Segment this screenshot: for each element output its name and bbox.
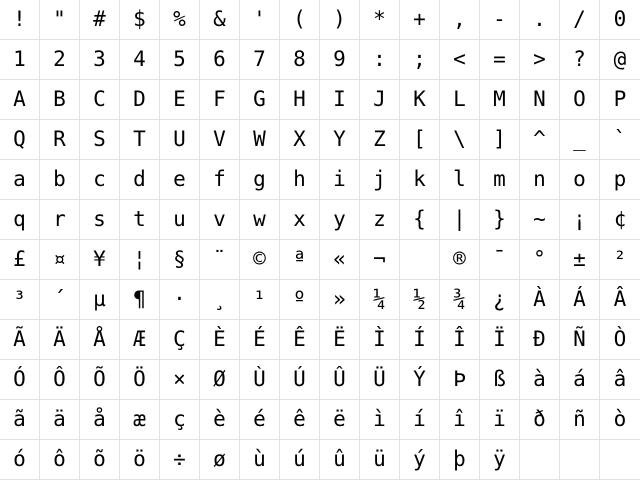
glyph-cell: þ <box>440 440 480 480</box>
glyph-cell: î <box>440 400 480 440</box>
glyph-cell: ¯ <box>480 240 520 280</box>
glyph-cell: e <box>160 160 200 200</box>
glyph-cell: Ø <box>200 360 240 400</box>
glyph-cell: ' <box>240 0 280 40</box>
glyph-cell: J <box>360 80 400 120</box>
glyph-cell: ± <box>560 240 600 280</box>
glyph-cell: * <box>360 0 400 40</box>
glyph-cell: ç <box>160 400 200 440</box>
glyph-cell: Y <box>320 120 360 160</box>
glyph-cell: ï <box>480 400 520 440</box>
glyph-cell: ã <box>0 400 40 440</box>
glyph-cell: E <box>160 80 200 120</box>
glyph-cell: _ <box>560 120 600 160</box>
glyph-cell: ø <box>200 440 240 480</box>
glyph-cell: I <box>320 80 360 120</box>
glyph-cell: à <box>520 360 560 400</box>
glyph-cell: / <box>560 0 600 40</box>
glyph-cell: 7 <box>240 40 280 80</box>
glyph-cell: Q <box>0 120 40 160</box>
glyph-cell: Ï <box>480 320 520 360</box>
glyph-cell: f <box>200 160 240 200</box>
glyph-cell: Ê <box>280 320 320 360</box>
glyph-cell: Å <box>80 320 120 360</box>
glyph-cell: ä <box>40 400 80 440</box>
glyph-cell: ü <box>360 440 400 480</box>
glyph-cell: ( <box>280 0 320 40</box>
glyph-cell: á <box>560 360 600 400</box>
glyph-cell: ÷ <box>160 440 200 480</box>
glyph-cell: ? <box>560 40 600 80</box>
glyph-cell: , <box>440 0 480 40</box>
glyph-cell: Ç <box>160 320 200 360</box>
glyph-cell: 4 <box>120 40 160 80</box>
glyph-cell: H <box>280 80 320 120</box>
glyph-cell: } <box>480 200 520 240</box>
glyph-cell: o <box>560 160 600 200</box>
glyph-cell: Ò <box>600 320 640 360</box>
glyph-cell: Ë <box>320 320 360 360</box>
glyph-cell: c <box>80 160 120 200</box>
glyph-cell: = <box>480 40 520 80</box>
glyph-cell: V <box>200 120 240 160</box>
glyph-cell: $ <box>120 0 160 40</box>
glyph-cell: è <box>200 400 240 440</box>
glyph-cell: â <box>600 360 640 400</box>
glyph-cell: º <box>280 280 320 320</box>
glyph-cell: w <box>240 200 280 240</box>
glyph-cell: x <box>280 200 320 240</box>
glyph-cell: Õ <box>80 360 120 400</box>
glyph-cell: z <box>360 200 400 240</box>
glyph-cell: Ì <box>360 320 400 360</box>
glyph-cell: ó <box>0 440 40 480</box>
glyph-cell: # <box>80 0 120 40</box>
glyph-cell: ! <box>0 0 40 40</box>
glyph-cell <box>560 440 600 480</box>
glyph-cell: : <box>360 40 400 80</box>
glyph-cell: - <box>480 0 520 40</box>
glyph-cell: + <box>400 0 440 40</box>
glyph-cell: Ô <box>40 360 80 400</box>
glyph-cell: ² <box>600 240 640 280</box>
glyph-cell: P <box>600 80 640 120</box>
glyph-cell: û <box>320 440 360 480</box>
glyph-cell: ö <box>120 440 160 480</box>
glyph-cell: L <box>440 80 480 120</box>
glyph-cell: { <box>400 200 440 240</box>
glyph-cell: · <box>160 280 200 320</box>
glyph-cell: Ä <box>40 320 80 360</box>
glyph-cell: ` <box>600 120 640 160</box>
glyph-cell: £ <box>0 240 40 280</box>
glyph-cell: Á <box>560 280 600 320</box>
glyph-cell: ñ <box>560 400 600 440</box>
glyph-cell: Ù <box>240 360 280 400</box>
glyph-cell: ~ <box>520 200 560 240</box>
glyph-cell: 3 <box>80 40 120 80</box>
glyph-cell: b <box>40 160 80 200</box>
glyph-cell: ¶ <box>120 280 160 320</box>
glyph-cell: W <box>240 120 280 160</box>
glyph-cell: Ö <box>120 360 160 400</box>
glyph-cell: ¦ <box>120 240 160 280</box>
glyph-cell: Û <box>320 360 360 400</box>
glyph-cell: ¬ <box>360 240 400 280</box>
glyph-cell: ½ <box>400 280 440 320</box>
glyph-cell: U <box>160 120 200 160</box>
glyph-cell: a <box>0 160 40 200</box>
glyph-cell: O <box>560 80 600 120</box>
glyph-cell: ³ <box>0 280 40 320</box>
glyph-cell: 5 <box>160 40 200 80</box>
glyph-cell: F <box>200 80 240 120</box>
glyph-cell: ] <box>480 120 520 160</box>
glyph-cell: [ <box>400 120 440 160</box>
glyph-cell: K <box>400 80 440 120</box>
glyph-cell: Ý <box>400 360 440 400</box>
glyph-cell: § <box>160 240 200 280</box>
glyph-cell: ¼ <box>360 280 400 320</box>
glyph-cell <box>520 440 560 480</box>
glyph-cell: ¥ <box>80 240 120 280</box>
glyph-cell: í <box>400 400 440 440</box>
glyph-cell: ù <box>240 440 280 480</box>
glyph-cell: p <box>600 160 640 200</box>
glyph-cell: Ñ <box>560 320 600 360</box>
glyph-cell: ¹ <box>240 280 280 320</box>
glyph-cell: m <box>480 160 520 200</box>
glyph-cell: > <box>520 40 560 80</box>
glyph-cell: ¡ <box>560 200 600 240</box>
glyph-cell: r <box>40 200 80 240</box>
glyph-cell: ´ <box>40 280 80 320</box>
glyph-cell: k <box>400 160 440 200</box>
glyph-cell: « <box>320 240 360 280</box>
glyph-cell: Â <box>600 280 640 320</box>
glyph-cell: © <box>240 240 280 280</box>
glyph-cell: × <box>160 360 200 400</box>
glyph-cell: ¢ <box>600 200 640 240</box>
glyph-cell: B <box>40 80 80 120</box>
glyph-cell: T <box>120 120 160 160</box>
glyph-cell: v <box>200 200 240 240</box>
glyph-cell: õ <box>80 440 120 480</box>
glyph-cell: ) <box>320 0 360 40</box>
glyph-cell: Ü <box>360 360 400 400</box>
glyph-cell: ª <box>280 240 320 280</box>
glyph-cell: ß <box>480 360 520 400</box>
glyph-cell: y <box>320 200 360 240</box>
glyph-cell: ú <box>280 440 320 480</box>
glyph-cell <box>600 440 640 480</box>
glyph-cell: 0 <box>600 0 640 40</box>
glyph-cell: Ð <box>520 320 560 360</box>
glyph-cell: ¾ <box>440 280 480 320</box>
glyph-cell <box>400 240 440 280</box>
glyph-cell: d <box>120 160 160 200</box>
glyph-cell: g <box>240 160 280 200</box>
glyph-cell: " <box>40 0 80 40</box>
glyph-cell: ì <box>360 400 400 440</box>
glyph-cell: j <box>360 160 400 200</box>
glyph-cell: N <box>520 80 560 120</box>
glyph-cell: Ã <box>0 320 40 360</box>
glyph-cell: 9 <box>320 40 360 80</box>
glyph-cell: ° <box>520 240 560 280</box>
glyph-cell: i <box>320 160 360 200</box>
glyph-cell: h <box>280 160 320 200</box>
glyph-cell: ò <box>600 400 640 440</box>
glyph-cell: Þ <box>440 360 480 400</box>
glyph-cell: È <box>200 320 240 360</box>
glyph-cell: G <box>240 80 280 120</box>
glyph-cell: Z <box>360 120 400 160</box>
glyph-cell: @ <box>600 40 640 80</box>
glyph-cell: s <box>80 200 120 240</box>
glyph-cell: C <box>80 80 120 120</box>
glyph-cell: ¤ <box>40 240 80 280</box>
glyph-cell: S <box>80 120 120 160</box>
glyph-cell: R <box>40 120 80 160</box>
glyph-cell: ¿ <box>480 280 520 320</box>
glyph-cell: ^ <box>520 120 560 160</box>
glyph-cell: å <box>80 400 120 440</box>
glyph-cell: Í <box>400 320 440 360</box>
glyph-cell: Æ <box>120 320 160 360</box>
glyph-cell: 8 <box>280 40 320 80</box>
glyph-cell: ¸ <box>200 280 240 320</box>
glyph-cell: ® <box>440 240 480 280</box>
glyph-cell: É <box>240 320 280 360</box>
glyph-cell: . <box>520 0 560 40</box>
glyph-cell: ë <box>320 400 360 440</box>
glyph-cell: t <box>120 200 160 240</box>
glyph-cell: Î <box>440 320 480 360</box>
glyph-cell: D <box>120 80 160 120</box>
glyph-cell: » <box>320 280 360 320</box>
glyph-cell: µ <box>80 280 120 320</box>
glyph-cell: Ó <box>0 360 40 400</box>
glyph-cell: 1 <box>0 40 40 80</box>
glyph-cell: % <box>160 0 200 40</box>
glyph-cell: æ <box>120 400 160 440</box>
glyph-cell: ô <box>40 440 80 480</box>
glyph-cell: ð <box>520 400 560 440</box>
glyph-cell: 2 <box>40 40 80 80</box>
glyph-cell: ; <box>400 40 440 80</box>
glyph-cell: n <box>520 160 560 200</box>
glyph-cell: ¨ <box>200 240 240 280</box>
glyph-cell: ê <box>280 400 320 440</box>
glyph-cell: l <box>440 160 480 200</box>
glyph-cell: | <box>440 200 480 240</box>
glyph-cell: ý <box>400 440 440 480</box>
glyph-cell: À <box>520 280 560 320</box>
glyph-cell: q <box>0 200 40 240</box>
glyph-cell: ÿ <box>480 440 520 480</box>
glyph-cell: M <box>480 80 520 120</box>
glyph-cell: & <box>200 0 240 40</box>
glyph-cell: X <box>280 120 320 160</box>
glyph-cell: Ú <box>280 360 320 400</box>
glyph-cell: 6 <box>200 40 240 80</box>
glyph-cell: A <box>0 80 40 120</box>
glyph-cell: é <box>240 400 280 440</box>
glyph-cell: u <box>160 200 200 240</box>
glyph-cell: \ <box>440 120 480 160</box>
glyph-cell: < <box>440 40 480 80</box>
